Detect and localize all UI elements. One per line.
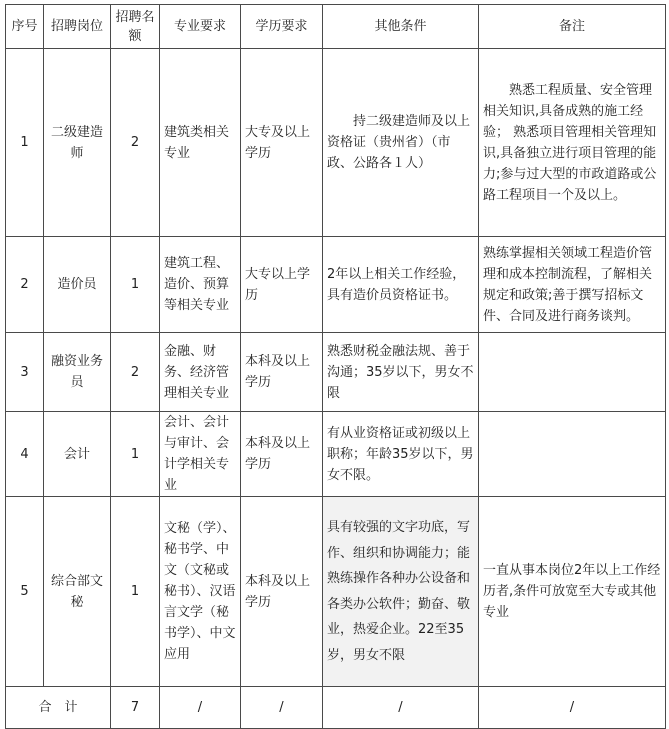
major-cell: 建筑工程、造价、预算等相关专业 [160,237,241,333]
total-label: 合 计 [6,687,111,729]
other-cell: 熟悉财税金融法规、善于沟通；35岁以下，男女不限 [323,333,479,412]
other-cell: 2年以上相关工作经验，具有造价员资格证书。 [323,237,479,333]
header-seq: 序号 [6,5,44,49]
notes-cell: 熟练掌握相关领域工程造价管理和成本控制流程，了解相关规定和政策;善于撰写招标文件、合同及进行商务谈判。 [479,237,666,333]
seq-cell: 4 [6,412,44,497]
table-row [6,412,666,497]
major-cell: 建筑类相关专业 [160,49,241,237]
table-row [6,333,666,412]
notes-cell [479,412,666,497]
seq-cell: 3 [6,333,44,412]
recruitment-table [5,4,666,729]
total-notes: / [479,687,666,729]
other-cell: 持二级建造师及以上资格证（贵州省）（市政、公路各１人） [323,49,479,237]
table-row [6,497,666,687]
position-cell: 造价员 [44,237,111,333]
major-cell: 会计、会计与审计、会计学相关专业 [160,412,241,497]
quota-cell: 2 [111,333,160,412]
notes-cell: 熟悉工程质量、安全管理相关知识,具备成熟的施工经验； 熟悉项目管理相关管理知识,具备独立进行项目管理的能力;参与过大型的市政道路或公路工程项目一个及以上。 [479,49,666,237]
table-row [6,49,666,237]
quota-cell: 2 [111,49,160,237]
education-cell: 本科及以上学历 [241,497,323,687]
seq-cell: 1 [6,49,44,237]
education-cell: 本科及以上学历 [241,412,323,497]
total-major: / [160,687,241,729]
seq-cell: 5 [6,497,44,687]
quota-cell: 1 [111,497,160,687]
total-education: / [241,687,323,729]
major-cell: 金融、财务、经济管理相关专业 [160,333,241,412]
position-cell: 融资业务员 [44,333,111,412]
header-position: 招聘岗位 [44,5,111,49]
quota-cell: 1 [111,412,160,497]
notes-cell: 一直从事本岗位2年以上工作经历者,条件可放宽至大专或其他专业 [479,497,666,687]
total-other: / [323,687,479,729]
header-education: 学历要求 [241,5,323,49]
total-row [6,687,666,729]
header-notes: 备注 [479,5,666,49]
position-cell: 会计 [44,412,111,497]
table-row [6,237,666,333]
total-quota: 7 [111,687,160,729]
education-cell: 大专及以上学历 [241,49,323,237]
header-major: 专业要求 [160,5,241,49]
position-cell: 综合部文秘 [44,497,111,687]
notes-cell [479,333,666,412]
header-row [6,5,666,49]
header-quota: 招聘名额 [111,5,160,49]
quota-cell: 1 [111,237,160,333]
education-cell: 本科及以上学历 [241,333,323,412]
major-cell: 文秘（学）、秘书学、中文（文秘或秘书）、汉语言文学（秘书学）、中文应用 [160,497,241,687]
other-cell: 具有较强的文字功底，写作、组织和协调能力；能熟练操作各种办公设备和各类办公软件；勤奋、敬业，热爱企业。22至35岁，男女不限 [323,497,479,687]
position-cell: 二级建造师 [44,49,111,237]
header-other: 其他条件 [323,5,479,49]
seq-cell: 2 [6,237,44,333]
education-cell: 大专以上学历 [241,237,323,333]
other-cell: 有从业资格证或初级以上职称；年龄35岁以下，男女不限。 [323,412,479,497]
